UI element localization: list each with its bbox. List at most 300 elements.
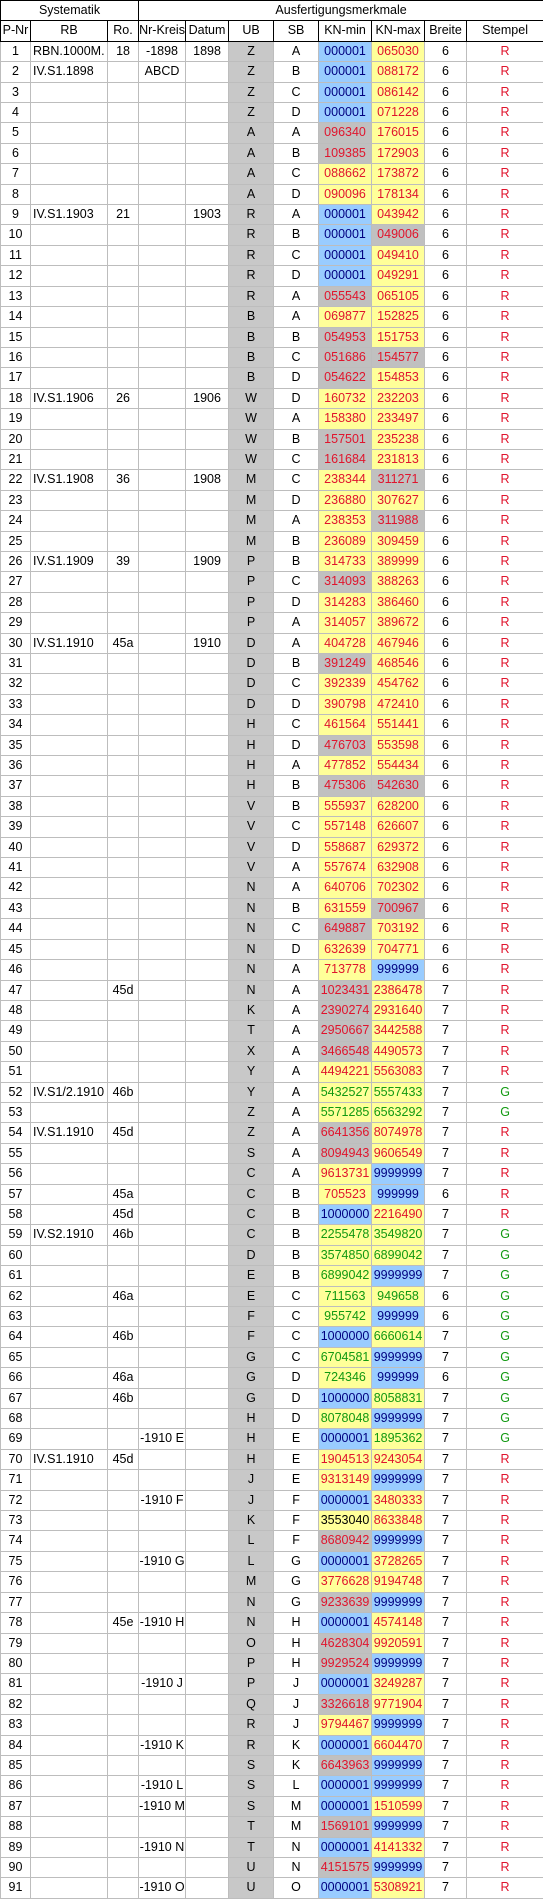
cell-ub: T [229, 1021, 274, 1041]
cell-pnr: 52 [1, 1082, 31, 1102]
cell-rb [31, 654, 108, 674]
cell-stempel: R [467, 41, 543, 61]
cell-ro [108, 286, 139, 306]
cell-ub: H [229, 776, 274, 796]
cell-sb: B [274, 1225, 319, 1245]
cell-pnr: 42 [1, 878, 31, 898]
cell-breite: 7 [425, 1245, 467, 1265]
cell-ub: N [229, 939, 274, 959]
cell-kn-max: 9999999 [372, 1755, 425, 1775]
table-row [1, 1041, 543, 1061]
cell-rb [31, 347, 108, 367]
cell-datum [186, 266, 229, 286]
table-row [1, 1694, 543, 1714]
cell-ro [108, 82, 139, 102]
cell-ro [108, 939, 139, 959]
cell-pnr: 66 [1, 1368, 31, 1388]
cell-ro [108, 245, 139, 265]
cell-ub: A [229, 123, 274, 143]
cell-datum [186, 858, 229, 878]
cell-datum [186, 1164, 229, 1184]
cell-ro [108, 1776, 139, 1796]
cell-rb [31, 1653, 108, 1673]
cell-nr-kreis [139, 1368, 186, 1388]
cell-breite: 6 [425, 245, 467, 265]
cell-rb [31, 592, 108, 612]
table-row [1, 123, 543, 143]
cell-breite: 7 [425, 1490, 467, 1510]
cell-nr-kreis [139, 245, 186, 265]
cell-ub: R [229, 225, 274, 245]
table-row [1, 1817, 543, 1837]
cell-stempel: R [467, 1041, 543, 1061]
cell-nr-kreis [139, 1755, 186, 1775]
cell-ro [108, 1041, 139, 1061]
cell-breite: 6 [425, 531, 467, 551]
table-row [1, 1123, 543, 1143]
cell-breite: 7 [425, 1021, 467, 1041]
cell-pnr: 50 [1, 1041, 31, 1061]
cell-kn-min: 236089 [319, 531, 372, 551]
cell-kn-max: 467946 [372, 633, 425, 653]
cell-rb [31, 715, 108, 735]
cell-kn-max: 9999999 [372, 1653, 425, 1673]
cell-kn-min: 1904513 [319, 1449, 372, 1469]
cell-rb [31, 1307, 108, 1327]
table-row [1, 470, 543, 490]
cell-kn-min: 649887 [319, 919, 372, 939]
cell-kn-max: 999999 [372, 1307, 425, 1327]
cell-rb [31, 1837, 108, 1857]
cell-stempel: G [467, 1225, 543, 1245]
cell-datum: 1910 [186, 633, 229, 653]
cell-stempel: R [467, 572, 543, 592]
cell-stempel: R [467, 266, 543, 286]
cell-ro [108, 184, 139, 204]
cell-rb [31, 409, 108, 429]
table-row [1, 103, 543, 123]
cell-datum [186, 1694, 229, 1714]
cell-ub: C [229, 1164, 274, 1184]
cell-stempel: R [467, 1123, 543, 1143]
cell-pnr: 36 [1, 756, 31, 776]
cell-datum [186, 1082, 229, 1102]
cell-sb: A [274, 878, 319, 898]
cell-stempel: R [467, 960, 543, 980]
cell-kn-min: 055543 [319, 286, 372, 306]
cell-ub: W [229, 449, 274, 469]
cell-kn-max: 309459 [372, 531, 425, 551]
cell-datum [186, 409, 229, 429]
cell-ub: A [229, 143, 274, 163]
cell-ro: 26 [108, 388, 139, 408]
table-row [1, 1062, 543, 1082]
cell-sb: C [274, 1327, 319, 1347]
cell-ro [108, 572, 139, 592]
cell-kn-min: 1000000 [319, 1388, 372, 1408]
cell-sb: B [274, 1204, 319, 1224]
cell-breite: 7 [425, 1715, 467, 1735]
cell-rb [31, 1715, 108, 1735]
cell-pnr: 78 [1, 1613, 31, 1633]
cell-datum [186, 164, 229, 184]
cell-stempel: R [467, 1817, 543, 1837]
cell-datum [186, 307, 229, 327]
cell-kn-max: 6660614 [372, 1327, 425, 1347]
cell-nr-kreis [139, 796, 186, 816]
cell-ub: T [229, 1837, 274, 1857]
cell-ro [108, 1021, 139, 1041]
cell-rb [31, 837, 108, 857]
cell-pnr: 31 [1, 654, 31, 674]
cell-kn-max: 9606549 [372, 1143, 425, 1163]
cell-sb: J [274, 1674, 319, 1694]
table-row [1, 41, 543, 61]
cell-kn-min: 051686 [319, 347, 372, 367]
table-row [1, 1000, 543, 1020]
cell-sb: A [274, 41, 319, 61]
cell-stempel: G [467, 1388, 543, 1408]
cell-ub: N [229, 980, 274, 1000]
cell-stempel: R [467, 1490, 543, 1510]
cell-sb: D [274, 1388, 319, 1408]
cell-datum [186, 1388, 229, 1408]
cell-rb [31, 1490, 108, 1510]
cell-datum [186, 776, 229, 796]
cell-rb [31, 1347, 108, 1367]
cell-datum [186, 1429, 229, 1449]
cell-ub: M [229, 1572, 274, 1592]
table-row [1, 1449, 543, 1469]
cell-kn-max: 553598 [372, 735, 425, 755]
cell-kn-min: 109385 [319, 143, 372, 163]
cell-sb: B [274, 1245, 319, 1265]
cell-stempel: R [467, 62, 543, 82]
cell-ro [108, 654, 139, 674]
cell-rb [31, 694, 108, 714]
cell-nr-kreis [139, 960, 186, 980]
cell-datum [186, 1551, 229, 1571]
cell-sb: A [274, 1041, 319, 1061]
cell-stempel: R [467, 368, 543, 388]
cell-kn-max: 311988 [372, 511, 425, 531]
cell-breite: 6 [425, 1307, 467, 1327]
cell-ub: G [229, 1347, 274, 1367]
cell-kn-min: 157501 [319, 429, 372, 449]
cell-ro: 45d [108, 1123, 139, 1143]
cell-pnr: 38 [1, 796, 31, 816]
cell-pnr: 41 [1, 858, 31, 878]
cell-kn-min: 054953 [319, 327, 372, 347]
cell-ub: R [229, 286, 274, 306]
cell-datum [186, 1123, 229, 1143]
cell-sb: A [274, 960, 319, 980]
cell-breite: 7 [425, 1755, 467, 1775]
cell-ro [108, 62, 139, 82]
cell-kn-max: 9999999 [372, 1470, 425, 1490]
cell-kn-max: 049006 [372, 225, 425, 245]
cell-breite: 7 [425, 1164, 467, 1184]
cell-kn-min: 631559 [319, 898, 372, 918]
cell-kn-max: 626607 [372, 817, 425, 837]
cell-ro [108, 347, 139, 367]
cell-stempel: R [467, 82, 543, 102]
cell-kn-min: 404728 [319, 633, 372, 653]
cell-rb [31, 123, 108, 143]
cell-kn-min: 000001 [319, 103, 372, 123]
cell-breite: 6 [425, 837, 467, 857]
cell-kn-max: 9999999 [372, 1347, 425, 1367]
cell-rb [31, 1245, 108, 1265]
cell-kn-min: 4151575 [319, 1857, 372, 1877]
cell-kn-min: 1569101 [319, 1817, 372, 1837]
table-row [1, 960, 543, 980]
cell-stempel: R [467, 490, 543, 510]
cell-kn-min: 000001 [319, 62, 372, 82]
cell-ub: V [229, 858, 274, 878]
cell-rb [31, 511, 108, 531]
table-row [1, 449, 543, 469]
cell-ro [108, 1470, 139, 1490]
cell-pnr: 69 [1, 1429, 31, 1449]
cell-kn-max: 3728265 [372, 1551, 425, 1571]
cell-stempel: R [467, 1755, 543, 1775]
table-row [1, 1592, 543, 1612]
cell-ub: V [229, 837, 274, 857]
table-row [1, 592, 543, 612]
cell-stempel: R [467, 592, 543, 612]
cell-kn-min: 705523 [319, 1184, 372, 1204]
table-row [1, 286, 543, 306]
cell-ub: V [229, 817, 274, 837]
cell-stempel: R [467, 1572, 543, 1592]
cell-pnr: 1 [1, 41, 31, 61]
cell-kn-min: 3553040 [319, 1511, 372, 1531]
cell-rb [31, 1694, 108, 1714]
cell-rb [31, 1368, 108, 1388]
cell-datum [186, 715, 229, 735]
cell-pnr: 60 [1, 1245, 31, 1265]
cell-kn-min: 632639 [319, 939, 372, 959]
cell-nr-kreis [139, 1123, 186, 1143]
cell-ub: H [229, 1409, 274, 1429]
cell-nr-kreis [139, 817, 186, 837]
cell-pnr: 56 [1, 1164, 31, 1184]
cell-nr-kreis: -1910 N [139, 1837, 186, 1857]
cell-rb [31, 1735, 108, 1755]
cell-sb: B [274, 776, 319, 796]
cell-kn-max: 154577 [372, 347, 425, 367]
cell-breite: 6 [425, 960, 467, 980]
cell-breite: 6 [425, 756, 467, 776]
cell-kn-max: 4141332 [372, 1837, 425, 1857]
cell-sb: K [274, 1755, 319, 1775]
cell-pnr: 18 [1, 388, 31, 408]
cell-ub: O [229, 1633, 274, 1653]
cell-kn-min: 069877 [319, 307, 372, 327]
cell-stempel: R [467, 878, 543, 898]
cell-ub: K [229, 1511, 274, 1531]
cell-breite: 6 [425, 633, 467, 653]
cell-rb [31, 266, 108, 286]
cell-datum [186, 1715, 229, 1735]
cell-breite: 6 [425, 572, 467, 592]
cell-pnr: 8 [1, 184, 31, 204]
cell-nr-kreis: -1910 K [139, 1735, 186, 1755]
table-row [1, 531, 543, 551]
cell-stempel: R [467, 103, 543, 123]
cell-stempel: R [467, 817, 543, 837]
cell-breite: 7 [425, 1613, 467, 1633]
table-row [1, 1674, 543, 1694]
cell-nr-kreis [139, 327, 186, 347]
table-row [1, 1755, 543, 1775]
table-row [1, 1531, 543, 1551]
cell-rb [31, 939, 108, 959]
cell-kn-min: 000001 [319, 225, 372, 245]
cell-pnr: 15 [1, 327, 31, 347]
cell-pnr: 20 [1, 429, 31, 449]
cell-sb: A [274, 511, 319, 531]
table-row [1, 143, 543, 163]
table-row [1, 878, 543, 898]
cell-sb: D [274, 735, 319, 755]
cell-kn-max: 472410 [372, 694, 425, 714]
cell-kn-max: 6563292 [372, 1102, 425, 1122]
cell-ro [108, 449, 139, 469]
cell-ub: R [229, 245, 274, 265]
cell-datum [186, 1878, 229, 1898]
cell-datum [186, 919, 229, 939]
table-row [1, 1184, 543, 1204]
cell-pnr: 48 [1, 1000, 31, 1020]
col-header-pnr: P-Nr [1, 21, 31, 41]
cell-nr-kreis [139, 592, 186, 612]
cell-ub: U [229, 1857, 274, 1877]
cell-breite: 6 [425, 82, 467, 102]
cell-pnr: 9 [1, 205, 31, 225]
cell-kn-max: 3249287 [372, 1674, 425, 1694]
cell-rb [31, 1266, 108, 1286]
cell-rb [31, 1796, 108, 1816]
cell-stempel: R [467, 327, 543, 347]
cell-ub: W [229, 429, 274, 449]
cell-sb: C [274, 82, 319, 102]
cell-nr-kreis [139, 1245, 186, 1265]
cell-stempel: R [467, 776, 543, 796]
cell-kn-min: 314733 [319, 551, 372, 571]
cell-kn-max: 9999999 [372, 1857, 425, 1877]
cell-ro: 45d [108, 1449, 139, 1469]
cell-ub: T [229, 1817, 274, 1837]
cell-ro [108, 1817, 139, 1837]
cell-nr-kreis [139, 1347, 186, 1367]
cell-ub: N [229, 898, 274, 918]
cell-stempel: G [467, 1327, 543, 1347]
table-row [1, 1490, 543, 1510]
cell-pnr: 67 [1, 1388, 31, 1408]
cell-nr-kreis: -1910 F [139, 1490, 186, 1510]
cell-kn-min: 6643963 [319, 1755, 372, 1775]
cell-nr-kreis [139, 898, 186, 918]
cell-breite: 6 [425, 878, 467, 898]
table-row [1, 368, 543, 388]
cell-stempel: R [467, 1021, 543, 1041]
cell-ro: 45a [108, 633, 139, 653]
cell-kn-min: 000001 [319, 245, 372, 265]
cell-ro [108, 960, 139, 980]
table-row [1, 1347, 543, 1367]
cell-nr-kreis [139, 1470, 186, 1490]
cell-kn-max: 049291 [372, 266, 425, 286]
cell-ro [108, 694, 139, 714]
cell-breite: 7 [425, 1429, 467, 1449]
cell-nr-kreis [139, 1572, 186, 1592]
cell-rb [31, 1327, 108, 1347]
cell-datum [186, 939, 229, 959]
cell-kn-min: 640706 [319, 878, 372, 898]
cell-breite: 7 [425, 1266, 467, 1286]
cell-rb [31, 143, 108, 163]
cell-ub: E [229, 1266, 274, 1286]
cell-breite: 6 [425, 143, 467, 163]
cell-sb: A [274, 858, 319, 878]
cell-ub: Z [229, 1123, 274, 1143]
cell-stempel: R [467, 1796, 543, 1816]
cell-pnr: 25 [1, 531, 31, 551]
cell-breite: 6 [425, 123, 467, 143]
cell-ub: N [229, 960, 274, 980]
cell-ub: B [229, 307, 274, 327]
cell-ro [108, 715, 139, 735]
cell-ro: 45a [108, 1184, 139, 1204]
cell-ub: Z [229, 1102, 274, 1122]
cell-stempel: R [467, 184, 543, 204]
cell-kn-max: 5563083 [372, 1062, 425, 1082]
cell-rb [31, 1102, 108, 1122]
cell-kn-max: 5557433 [372, 1082, 425, 1102]
cell-nr-kreis [139, 1653, 186, 1673]
cell-ro [108, 756, 139, 776]
cell-kn-max: 8633848 [372, 1511, 425, 1531]
cell-sb: B [274, 531, 319, 551]
cell-datum: 1909 [186, 551, 229, 571]
cell-rb [31, 82, 108, 102]
table-row [1, 551, 543, 571]
cell-rb [31, 796, 108, 816]
cell-ub: G [229, 1388, 274, 1408]
cell-ro: 45d [108, 980, 139, 1000]
table-row [1, 919, 543, 939]
table-row [1, 1837, 543, 1857]
cell-rb [31, 776, 108, 796]
cell-stempel: R [467, 1715, 543, 1735]
cell-sb: B [274, 796, 319, 816]
table-row [1, 184, 543, 204]
cell-ro [108, 1592, 139, 1612]
cell-sb: D [274, 184, 319, 204]
cell-datum [186, 878, 229, 898]
cell-datum [186, 1204, 229, 1224]
cell-nr-kreis [139, 1449, 186, 1469]
cell-ro [108, 592, 139, 612]
cell-nr-kreis [139, 347, 186, 367]
cell-datum [186, 225, 229, 245]
cell-stempel: R [467, 123, 543, 143]
cell-kn-min: 314283 [319, 592, 372, 612]
cell-ub: Z [229, 82, 274, 102]
cell-nr-kreis [139, 449, 186, 469]
